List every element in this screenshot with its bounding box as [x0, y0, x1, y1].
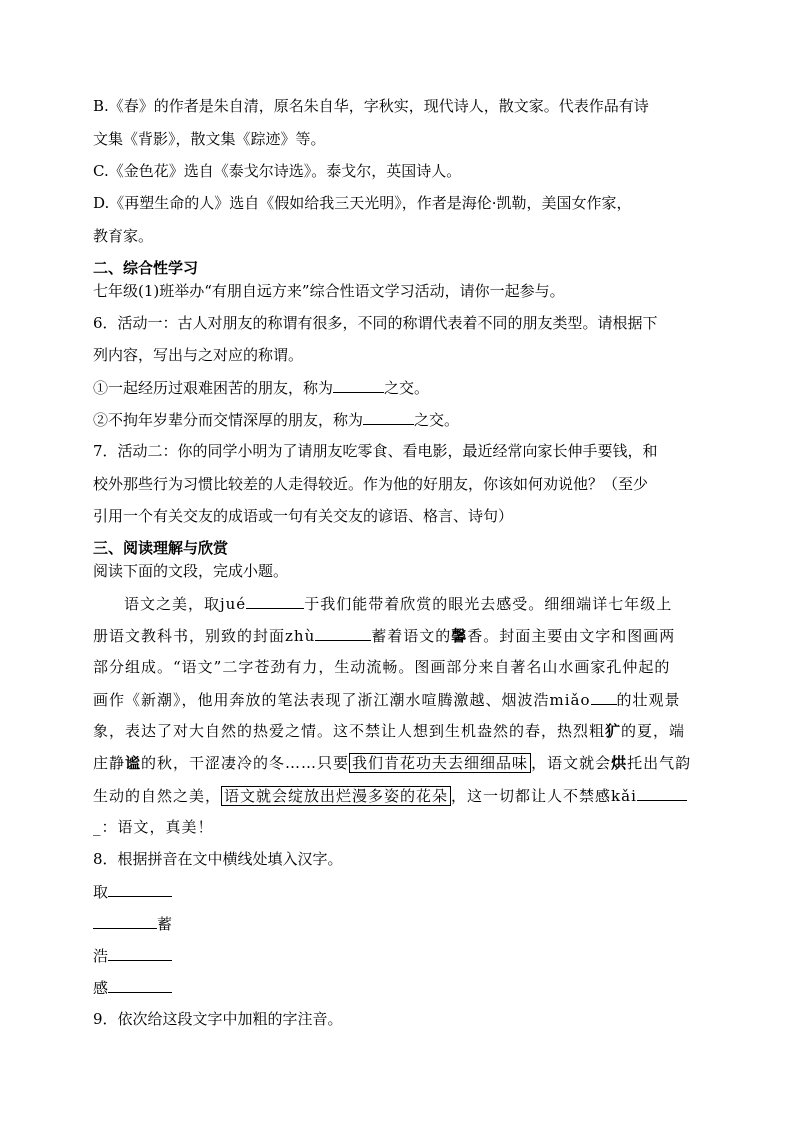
- p4-text-b: 的壮观景: [616, 691, 681, 709]
- p4-blank[interactable]: [591, 689, 617, 705]
- passage-line1: [124, 593, 672, 614]
- passage-line6: [93, 753, 691, 773]
- p7-text-a: 生动的自然之美，: [93, 787, 222, 805]
- p4-text-a: 画作《新潮》，他用奔放的笔法表现了浙江潮水喧腾激越、烟波浩miǎo: [93, 691, 591, 709]
- p1-blank[interactable]: [246, 593, 304, 609]
- passage-line7: [93, 785, 687, 806]
- q8-d-blank[interactable]: [108, 977, 172, 993]
- question-9: 9．依次给这段文字中加粗的字注音。: [93, 1010, 343, 1028]
- q8-answer-b: [93, 913, 172, 934]
- q6-a-text: ①一起经历过艰难困苦的朋友，称为: [93, 379, 334, 397]
- p2-text-b: 蓄着语文的: [371, 627, 452, 645]
- question-6-item-b: [93, 409, 459, 430]
- passage-line8: _：语文，真美！: [93, 818, 214, 836]
- option-b-line1: B.《春》的作者是朱自清，原名朱自华，字秋实，现代诗人，散文家。代表作品有诗: [93, 97, 649, 115]
- p6-text-c: ，语文就会: [531, 754, 612, 772]
- question-6-line1: 6．活动一：古人对朋友的称谓有很多，不同的称谓代表着不同的朋友类型。请根据下: [93, 314, 658, 332]
- q8-a-label: 取: [93, 883, 109, 901]
- passage-line3: 部分组成。“语文”二字苍劲有力，生动流畅。图画部分来自著名山水画家孔仲起的: [93, 658, 671, 676]
- q8-d-label: 感: [93, 979, 109, 997]
- q8-b-label: 蓄: [157, 915, 173, 933]
- bold-char-guang: 犷: [605, 722, 622, 740]
- p5-text-a: 象，表达了对大自然的热爱之情。这不禁让人想到生机盎然的春，热烈粗: [93, 722, 606, 740]
- section2-heading: 二、综合性学习: [93, 259, 199, 277]
- q8-answer-a: [93, 881, 172, 902]
- q8-c-blank[interactable]: [108, 945, 172, 961]
- option-b-line2: 文集《背影》，散文集《踪迹》等。: [93, 130, 326, 148]
- q6-b-suffix: 之交。: [414, 411, 460, 429]
- p6-text-a: 庄静: [93, 754, 126, 772]
- option-c: C.《金色花》选自《泰戈尔诗选》。泰戈尔，英国诗人。: [93, 162, 462, 180]
- question-6-item-a: [93, 377, 429, 398]
- question-7-line3: 引用一个有关交友的成语或一句有关交友的谚语、格言、诗句）: [93, 507, 514, 525]
- q6-b-blank[interactable]: [363, 409, 414, 425]
- section3-heading: 三、阅读理解与欣赏: [93, 539, 229, 557]
- option-d-line2: 教育家。: [93, 227, 154, 245]
- bold-char-xin: 馨: [451, 627, 468, 645]
- p2-text-c: 香。封面主要由文字和图画两: [467, 627, 676, 645]
- bold-char-hong: 烘: [611, 754, 628, 772]
- q8-answer-d: [93, 977, 172, 998]
- p7-text-b: ，这一切都让人不禁感kǎi: [451, 787, 637, 805]
- q8-c-label: 浩: [93, 947, 109, 965]
- section2-intro: 七年级(1)班举办“有朋自远方来”综合性语文学习活动，请你一起参与。: [93, 282, 565, 300]
- passage-line5: [93, 721, 685, 741]
- q8-b-blank[interactable]: [93, 913, 157, 929]
- p2-text-a: 册语文教科书，别致的封面zhù: [93, 627, 316, 645]
- q6-a-suffix: 之交。: [384, 379, 430, 397]
- q8-answer-c: [93, 945, 172, 966]
- boxed-sentence-2: 语文就会绽放出烂漫多姿的花朵: [221, 786, 451, 806]
- option-d-line1: D.《再塑生命的人》选自《假如给我三天光明》，作者是海伦·凯勒，美国女作家，: [93, 194, 632, 212]
- p7-blank[interactable]: [637, 785, 687, 801]
- p1-text-b: 于我们能带着欣赏的眼光去感受。细细端详七年级上: [304, 595, 673, 613]
- p6-text-d: 托出气韵: [627, 754, 692, 772]
- q6-a-blank[interactable]: [333, 377, 384, 393]
- p2-blank[interactable]: [315, 625, 371, 641]
- q6-b-text: ②不拘年岁辈分而交情深厚的朋友，称为: [93, 411, 364, 429]
- boxed-sentence-1: 我们肯花功夫去细细品味: [349, 753, 531, 773]
- question-7-line1: 7．活动二：你的同学小明为了请朋友吃零食、看电影，最近经常向家长伸手要钱，和: [93, 442, 658, 460]
- question-8: 8．根据拼音在文中横线处填入汉字。: [93, 850, 343, 868]
- question-6-line2: 列内容，写出与之对应的称谓。: [93, 346, 304, 364]
- p1-text-a: 语文之美，取jué: [124, 595, 247, 613]
- q8-a-blank[interactable]: [108, 881, 172, 897]
- question-7-line2: 校外那些行为习惯比较差的人走得较近。作为他的好朋友，你该如何劝说他？（至少: [93, 475, 649, 493]
- p5-text-b: 的夏，端: [621, 722, 686, 740]
- section3-intro: 阅读下面的文段，完成小题。: [93, 562, 289, 580]
- p6-text-b: 的秋，干涩凄冷的冬……只要: [141, 754, 350, 772]
- bold-char-mi: 谧: [125, 754, 142, 772]
- passage-line2: [93, 625, 675, 646]
- passage-line4: [93, 689, 681, 710]
